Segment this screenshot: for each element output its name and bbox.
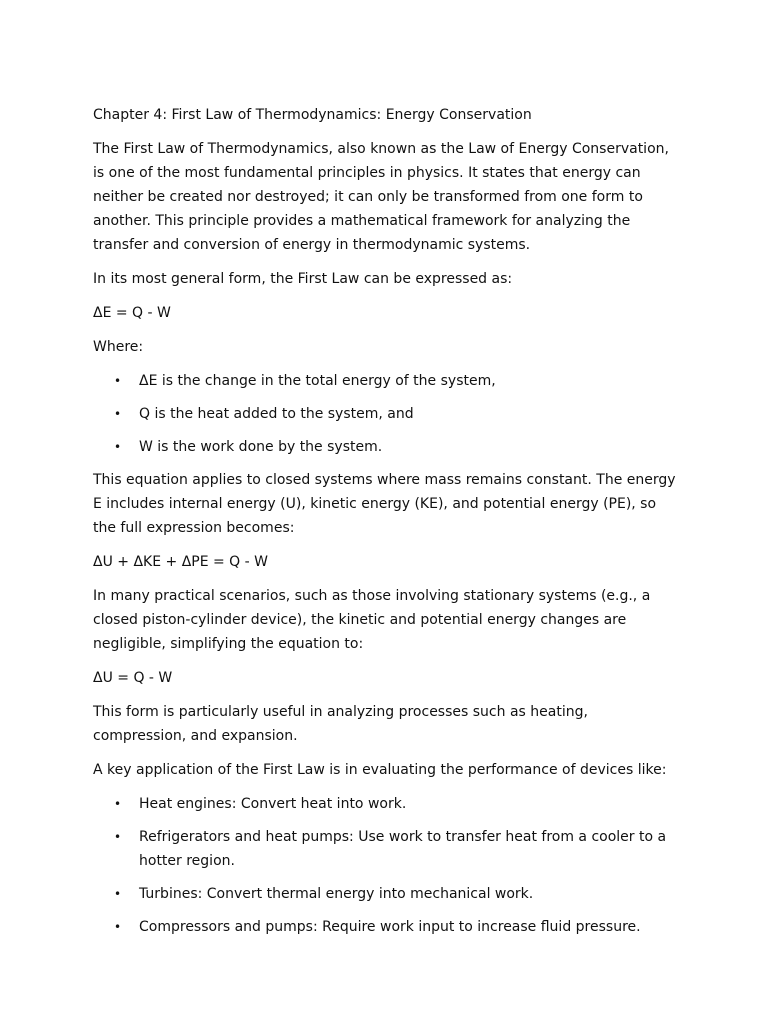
list-item — [93, 825, 683, 873]
list-item — [93, 435, 683, 459]
list-item-text: W is the work done by the system. — [139, 439, 383, 455]
bullet-icon: • — [114, 887, 122, 901]
devices-list — [93, 792, 683, 939]
bullet-icon: • — [114, 374, 122, 388]
bullet-icon: • — [114, 440, 122, 454]
closed-systems-paragraph: This equation applies to closed systems where mass remains constant. The energy E includes internal energy (U), kinetic energy (KE), and potential energy (PE), so the full expression becomes: — [93, 472, 676, 536]
equation-first-law: ΔE = Q - W — [93, 305, 171, 321]
document-page — [93, 103, 683, 948]
list-item-text: Heat engines: Convert heat into work. — [139, 796, 407, 812]
list-item — [93, 402, 683, 426]
processes-paragraph: This form is particularly useful in analyzing processes such as heating, compression, and expansion. — [93, 704, 588, 744]
general-form-paragraph: In its most general form, the First Law can be expressed as: — [93, 271, 513, 287]
bullet-icon: • — [114, 920, 122, 934]
list-item-text: Refrigerators and heat pumps: Use work to transfer heat from a cooler to a hotter region. — [139, 829, 667, 869]
list-item — [93, 792, 683, 816]
list-item-text: Turbines: Convert thermal energy into mechanical work. — [139, 886, 534, 902]
list-item — [93, 915, 683, 939]
practical-scenarios-paragraph: In many practical scenarios, such as those involving stationary systems (e.g., a closed piston-cylinder device), the kinetic and potential energy changes are negligible, simplifying the equation to: — [93, 588, 651, 652]
bullet-icon: • — [114, 830, 122, 844]
bullet-icon: • — [114, 797, 122, 811]
applications-paragraph: A key application of the First Law is in evaluating the performance of devices like: — [93, 762, 667, 778]
list-item-text: ΔE is the change in the total energy of the system, — [139, 373, 496, 389]
chapter-title: Chapter 4: First Law of Thermodynamics: Energy Conservation — [93, 107, 532, 123]
list-item — [93, 369, 683, 393]
list-item-text: Compressors and pumps: Require work input to increase fluid pressure. — [139, 919, 641, 935]
list-item — [93, 882, 683, 906]
where-label: Where: — [93, 339, 144, 355]
equation-full-expression: ΔU + ΔKE + ΔPE = Q - W — [93, 554, 268, 570]
list-item-text: Q is the heat added to the system, and — [139, 406, 414, 422]
equation-simplified: ΔU = Q - W — [93, 670, 173, 686]
definitions-list — [93, 369, 683, 459]
intro-paragraph: The First Law of Thermodynamics, also known as the Law of Energy Conservation, is one of the most fundamental principles in physics. It states that energy can neither be created nor destroyed; it can only be transformed from one form to another. This principle provides a mathematical framework for analyzing the transfer and conversion of energy in thermodynamic systems. — [93, 141, 669, 253]
bullet-icon: • — [114, 407, 122, 421]
